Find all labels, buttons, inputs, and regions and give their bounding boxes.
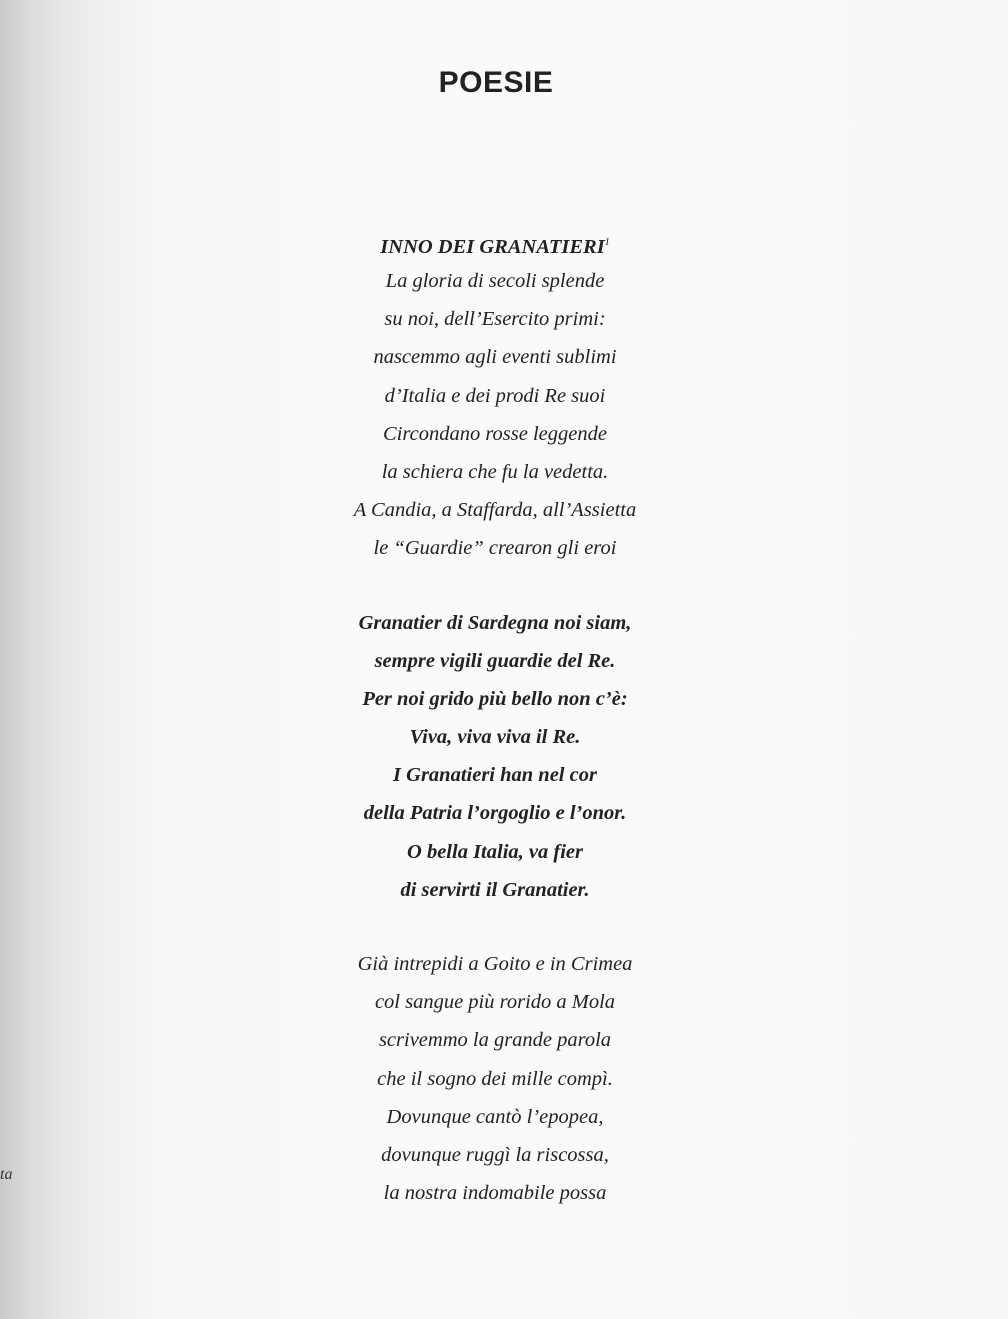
verse-line: la schiera che fu la vedetta. bbox=[381, 460, 609, 483]
refrain-line: Granatier di Sardegna noi siam, bbox=[358, 611, 632, 634]
verse-line: scrivemmo la grande parola bbox=[378, 1029, 612, 1052]
margin-note: ta bbox=[0, 1166, 13, 1183]
refrain-line: Viva, viva viva il Re. bbox=[409, 726, 581, 749]
refrain-line: di servirti il Granatier. bbox=[400, 878, 590, 901]
refrain-line: Per noi grido più bello non c’è: bbox=[362, 687, 628, 710]
verse-line: le “Guardie” crearon gli eroi bbox=[373, 537, 617, 560]
stanza-gap bbox=[0, 909, 990, 945]
stanza-2 bbox=[0, 945, 990, 1212]
verse-line: Circondano rosse leggende bbox=[383, 422, 607, 445]
refrain-line: della Patria l’orgoglio e l’onor. bbox=[363, 802, 627, 825]
verse-line: col sangue più rorido a Mola bbox=[374, 991, 616, 1014]
refrain-line: I Granatieri han nel cor bbox=[393, 764, 597, 787]
refrain bbox=[0, 604, 990, 910]
verse-line: d’Italia e dei prodi Re suoi bbox=[384, 384, 606, 407]
verse-line: Dovunque cantò l’epopea, bbox=[386, 1105, 604, 1128]
refrain-line: sempre vigili guardie del Re. bbox=[374, 649, 616, 672]
verse-line: che il sogno dei mille compì. bbox=[377, 1067, 613, 1090]
footnote-ref: 1 bbox=[604, 237, 610, 248]
verse-line: Già intrepidi a Goito e in Crimea bbox=[357, 953, 633, 975]
page-title-text: POESIE bbox=[438, 66, 554, 99]
poem bbox=[0, 224, 990, 1212]
stanza-gap bbox=[0, 568, 990, 604]
poem-title bbox=[0, 224, 990, 262]
verse-line: dovunque ruggì la riscossa, bbox=[381, 1143, 609, 1166]
verse-line: su noi, dell’Esercito primi: bbox=[384, 308, 606, 331]
verse-line: nascemmo agli eventi sublimi bbox=[373, 346, 617, 369]
verse-line: la nostra indomabile possa bbox=[383, 1182, 607, 1205]
refrain-line: O bella Italia, va fier bbox=[407, 840, 583, 863]
verse-line: A Candia, a Staffarda, all’Assietta bbox=[353, 499, 637, 522]
stanza-1 bbox=[0, 262, 990, 568]
page-title bbox=[0, 66, 1008, 100]
verse-line: La gloria di secoli splende bbox=[385, 270, 605, 292]
poem-title-text: INNO DEI GRANATIERI bbox=[380, 235, 605, 258]
